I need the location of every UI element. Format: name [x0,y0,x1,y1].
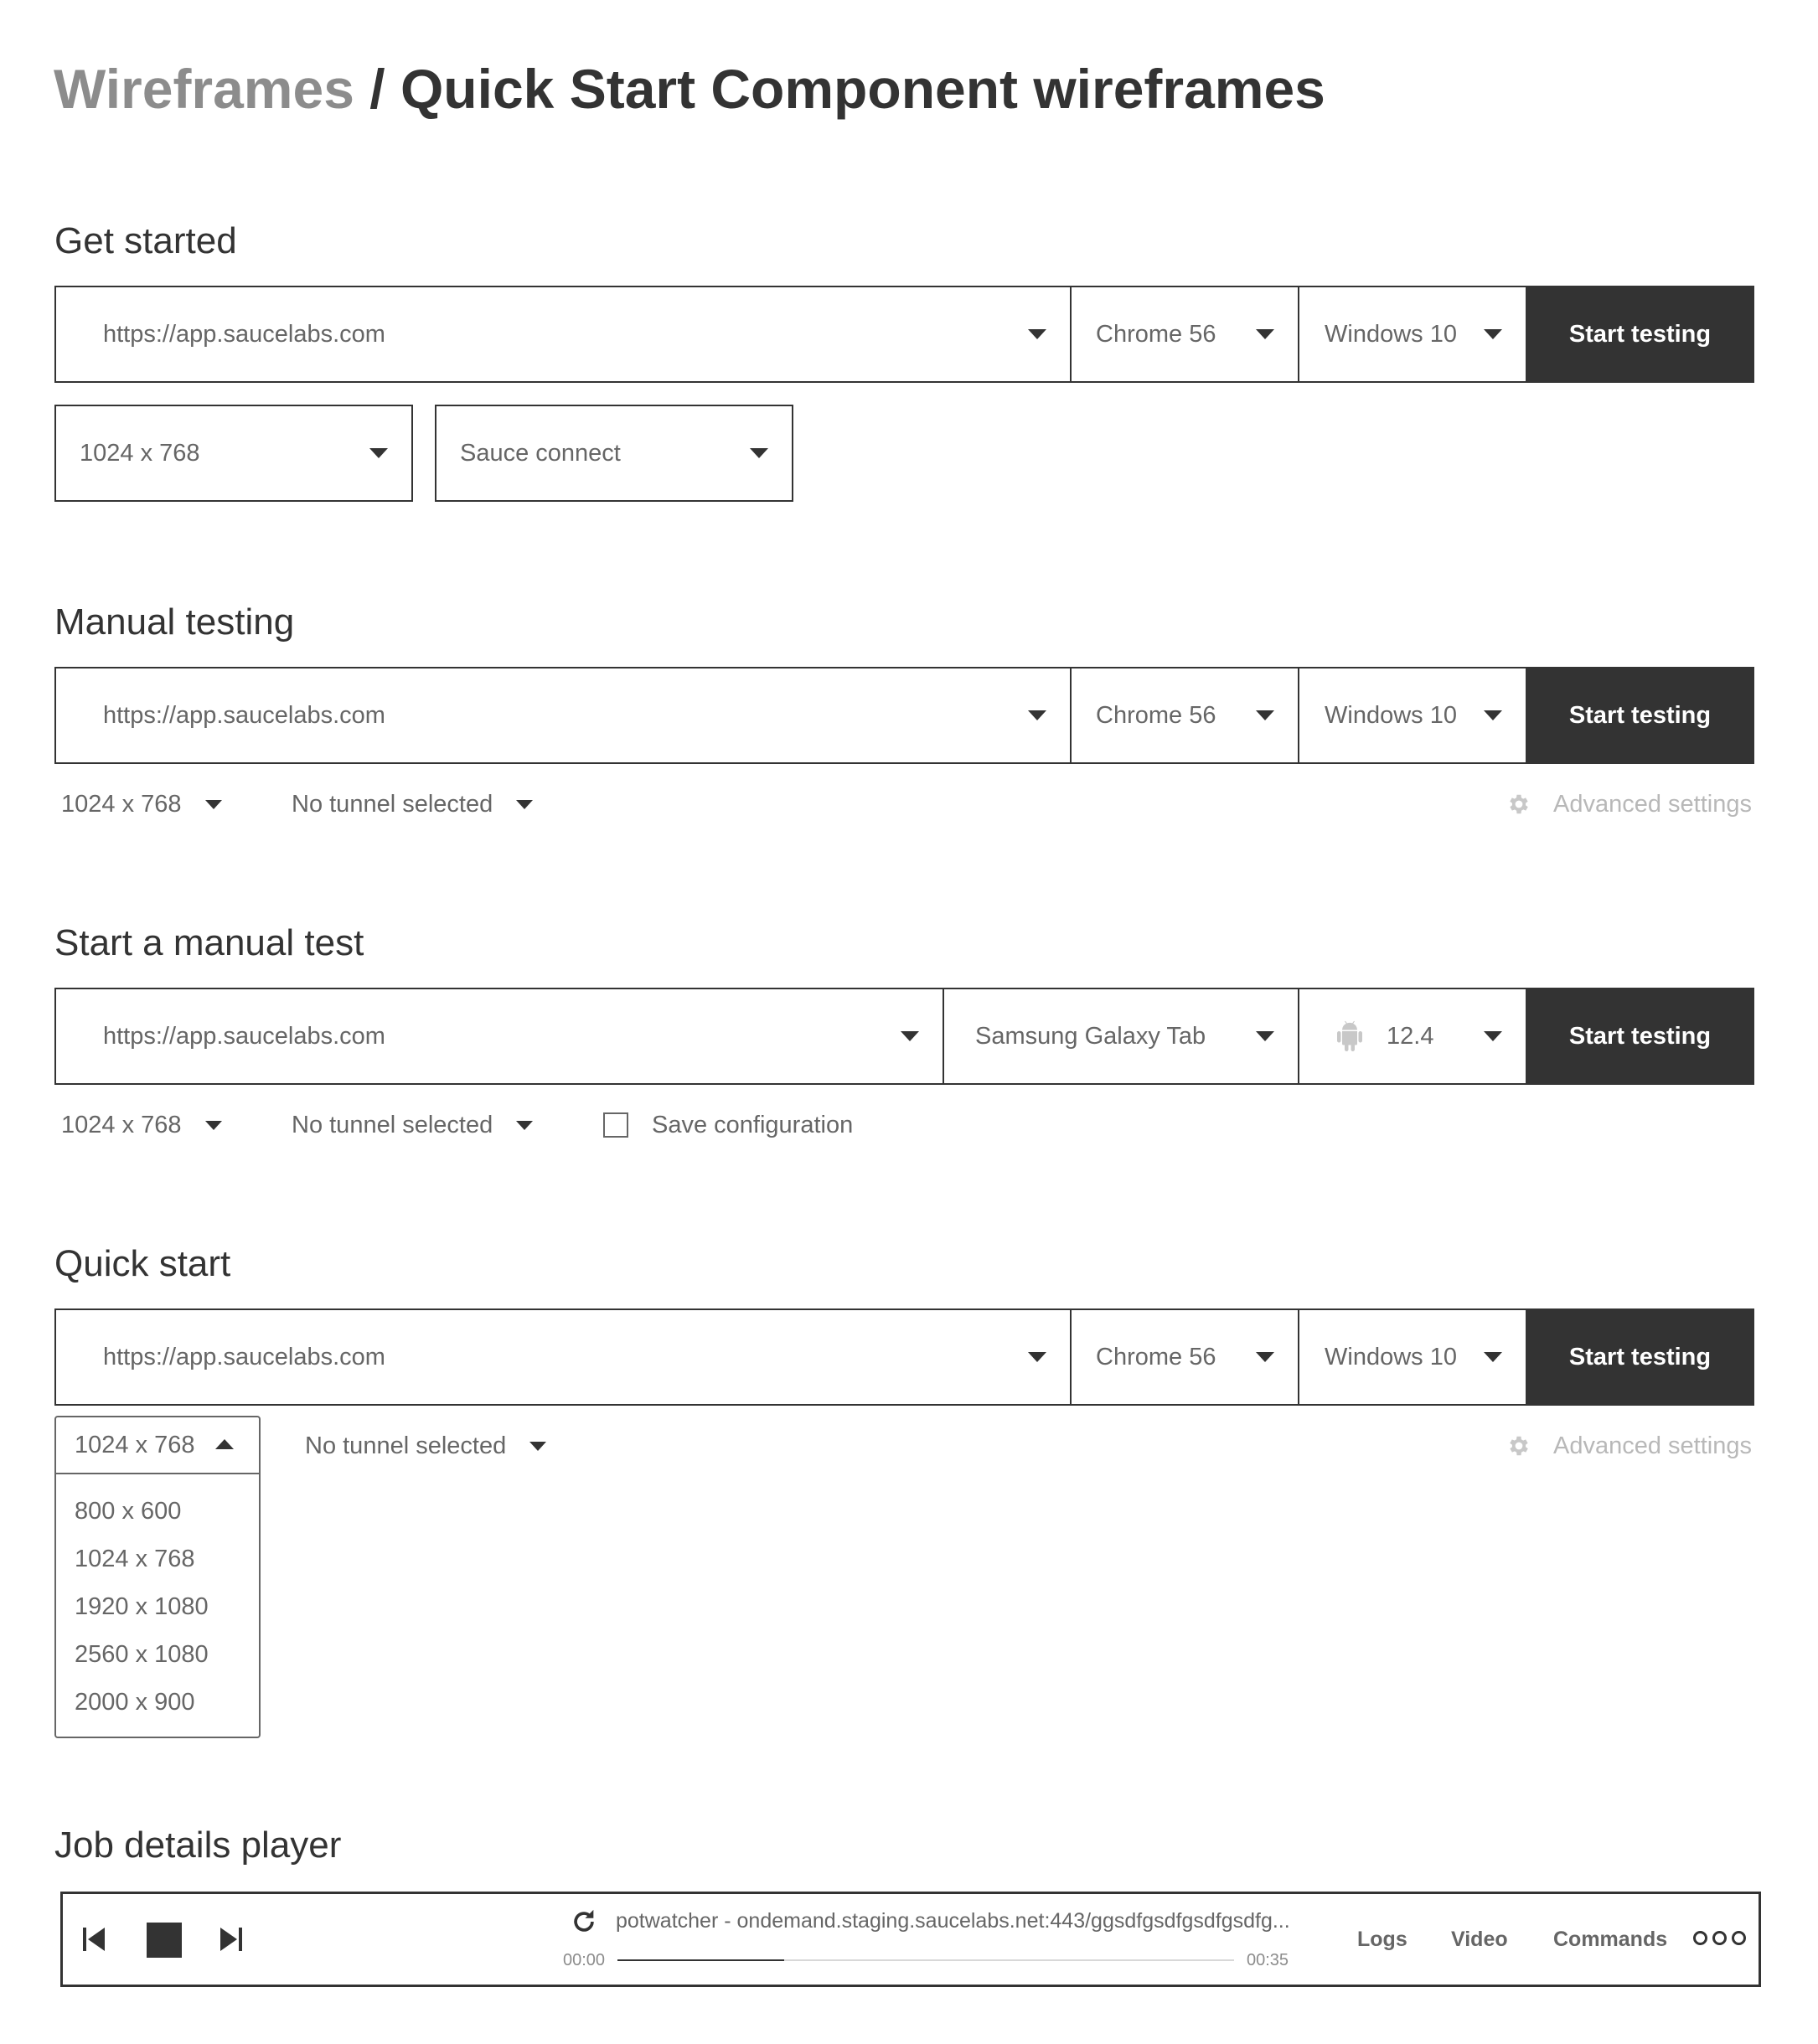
job-details-player [60,1892,1761,1987]
more-menu-button[interactable] [1688,1931,1746,1945]
os-version-value: 12.4 [1387,1022,1434,1050]
gear-icon [1506,1433,1531,1458]
start-testing-button[interactable]: Start testing [1527,287,1753,381]
section-heading-start-manual-test: Start a manual test [54,922,364,963]
start-manual-test-bar [54,988,1754,1085]
checkbox-box[interactable] [603,1112,628,1138]
url-value: https://app.saucelabs.com [103,1343,385,1370]
browser-select[interactable] [1072,668,1299,762]
page-title [54,52,1325,126]
get-started-bar [54,286,1754,383]
url-value: https://app.saucelabs.com [103,320,385,348]
tunnel-value: No tunnel selected [305,1432,507,1459]
resolution-option[interactable]: 1024 x 768 [75,1546,195,1572]
resolution-select[interactable] [61,787,222,821]
url-select[interactable] [56,1310,1072,1404]
tab-commands[interactable]: Commands [1553,1928,1668,1951]
android-icon [1335,1019,1365,1053]
resolution-value: 1024 x 768 [75,1431,195,1458]
progress-fill [617,1959,784,1961]
browser-select[interactable] [1072,287,1299,381]
caret-down-icon [1256,710,1274,720]
os-select[interactable] [1299,287,1527,381]
browser-value: Chrome 56 [1096,320,1216,348]
resolution-options [56,1474,259,1737]
resolution-value: 1024 x 768 [80,439,200,467]
resolution-option[interactable]: 1920 x 1080 [75,1593,209,1620]
url-select[interactable] [56,668,1072,762]
os-version-select[interactable] [1299,989,1527,1083]
advanced-settings-label: Advanced settings [1553,1432,1752,1459]
tab-video[interactable]: Video [1451,1928,1508,1951]
breadcrumb-separator: / [369,58,385,120]
caret-down-icon [516,800,533,809]
url-select[interactable] [56,287,1072,381]
job-title: potwatcher - ondemand.staging.saucelabs.net:443/ggsdfgsdfgsdfgsdfg... [616,1909,1290,1933]
url-value: https://app.saucelabs.com [103,701,385,729]
caret-down-icon [1484,329,1502,339]
url-value: https://app.saucelabs.com [103,1022,385,1050]
start-testing-button[interactable]: Start testing [1527,1310,1753,1404]
caret-down-icon [1484,1352,1502,1362]
device-value: Samsung Galaxy Tab [975,1022,1206,1050]
quick-start-bar [54,1308,1754,1406]
progress-track[interactable] [617,1959,1234,1961]
caret-down-icon [901,1031,919,1041]
start-testing-button[interactable]: Start testing [1527,989,1753,1083]
time-total: 00:35 [1247,1951,1289,1969]
resolution-select[interactable] [54,405,413,502]
stop-icon[interactable] [147,1923,182,1958]
caret-down-icon [1028,710,1046,720]
gear-icon [1506,792,1531,817]
resolution-dropdown[interactable] [54,1416,261,1738]
caret-down-icon [1484,710,1502,720]
caret-down-icon [1256,1352,1274,1362]
caret-up-icon [215,1439,234,1449]
save-configuration-label: Save configuration [652,1111,854,1138]
caret-down-icon [529,1442,546,1451]
os-value: Windows 10 [1325,701,1457,729]
tunnel-value: No tunnel selected [292,790,493,818]
tunnel-select[interactable] [435,405,793,502]
more-dot [1712,1931,1727,1945]
tunnel-value: Sauce connect [460,439,621,467]
os-select[interactable] [1299,1310,1527,1404]
browser-select[interactable] [1072,1310,1299,1404]
time-current: 00:00 [563,1951,606,1969]
caret-down-icon [516,1121,533,1130]
caret-down-icon [750,448,768,458]
more-dot [1732,1931,1746,1945]
resolution-value: 1024 x 768 [61,790,182,818]
caret-down-icon [205,800,222,809]
resolution-value: 1024 x 768 [61,1111,182,1138]
caret-down-icon [1028,1352,1046,1362]
section-heading-quick-start: Quick start [54,1243,231,1284]
more-dot [1693,1931,1707,1945]
resolution-option[interactable]: 2000 x 900 [75,1689,195,1716]
refresh-icon[interactable] [570,1907,598,1936]
skip-back-icon[interactable] [81,1926,106,1953]
advanced-settings-link[interactable] [1506,787,1752,821]
resolution-option[interactable]: 2560 x 1080 [75,1641,209,1668]
resolution-option[interactable]: 800 x 600 [75,1498,182,1525]
resolution-dropdown-head[interactable] [56,1417,259,1474]
advanced-settings-link[interactable] [1506,1429,1752,1463]
tunnel-select[interactable] [305,1429,546,1463]
breadcrumb-root[interactable]: Wireframes [54,58,354,120]
browser-value: Chrome 56 [1096,701,1216,729]
url-select[interactable] [56,989,944,1083]
advanced-settings-label: Advanced settings [1553,790,1752,818]
tunnel-select[interactable] [292,787,533,821]
caret-down-icon [1028,329,1046,339]
resolution-select[interactable] [61,1108,222,1142]
manual-testing-bar [54,667,1754,764]
browser-value: Chrome 56 [1096,1343,1216,1370]
start-testing-button[interactable]: Start testing [1527,668,1753,762]
os-value: Windows 10 [1325,1343,1457,1370]
save-configuration-checkbox[interactable] [603,1108,853,1142]
caret-down-icon [1256,1031,1274,1041]
breadcrumb-current: Quick Start Component wireframes [400,58,1325,120]
section-heading-manual-testing: Manual testing [54,601,295,643]
os-value: Windows 10 [1325,320,1457,348]
section-heading-get-started: Get started [54,220,237,261]
caret-down-icon [1484,1031,1502,1041]
tab-logs[interactable]: Logs [1357,1928,1407,1951]
tunnel-select[interactable] [292,1108,533,1142]
caret-down-icon [1256,329,1274,339]
tunnel-value: No tunnel selected [292,1111,493,1138]
caret-down-icon [369,448,388,458]
caret-down-icon [205,1121,222,1130]
skip-forward-icon[interactable] [219,1926,244,1953]
section-heading-job-player: Job details player [54,1825,342,1866]
device-select[interactable] [944,989,1299,1083]
os-select[interactable] [1299,668,1527,762]
